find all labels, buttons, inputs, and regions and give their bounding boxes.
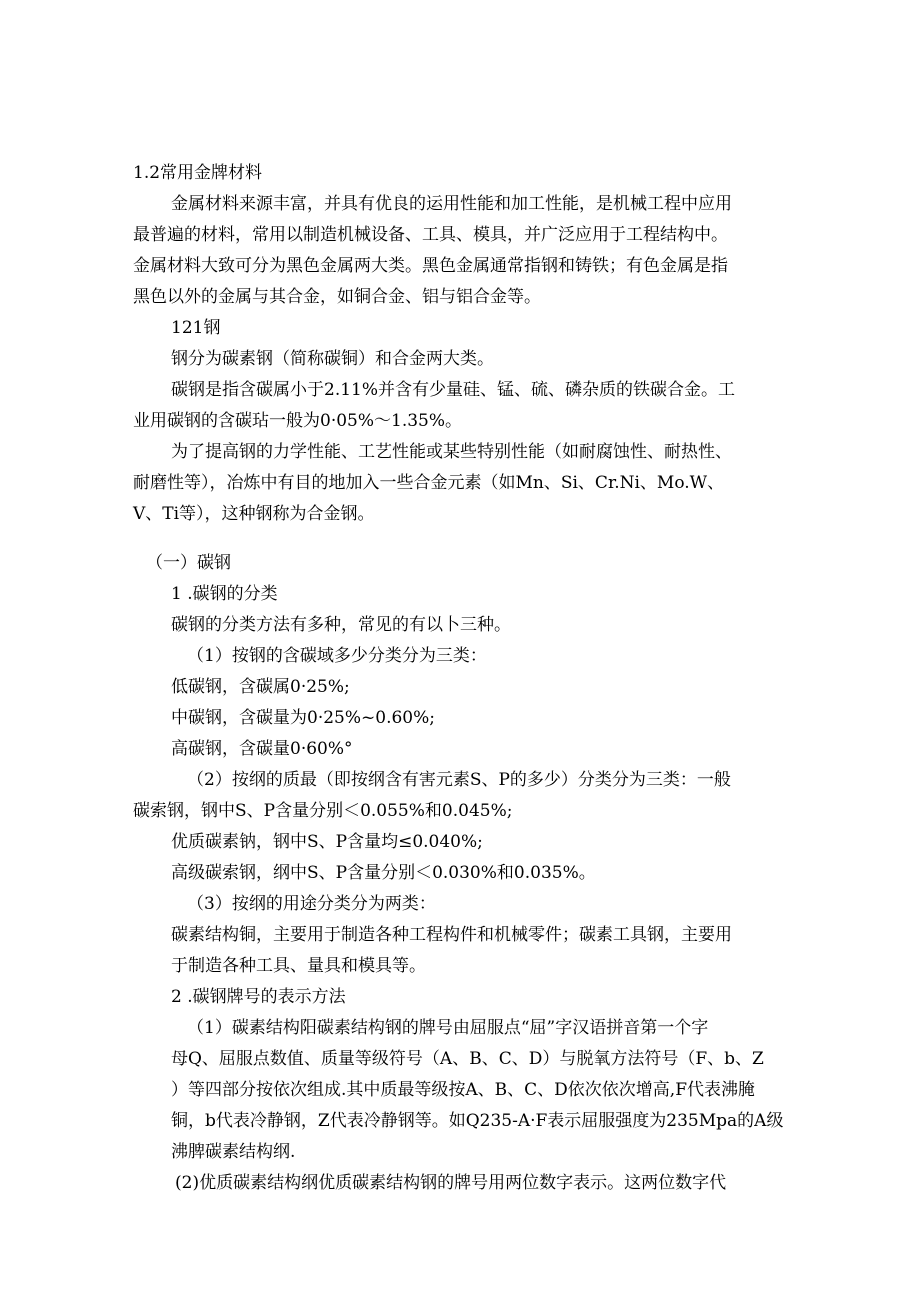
list-item: 高级碳索钢，纲中S、P含量分别＜0.030%和0.035%。 <box>171 863 596 883</box>
subsection-heading: 1 .碳钢的分类 <box>171 584 278 604</box>
paragraph-line: (2)优质碳素结构纲优质碳素结构钢的牌号用两位数字表示。这两位数字代 <box>175 1173 727 1193</box>
paragraph-line: 母Q、屈服点数值、质量等级符号（A、B、C、D）与脱氧方法符号（F、b、Z <box>171 1049 764 1069</box>
paragraph-line: 业用碳钢的含碳玷一般为0·05%～1.35%。 <box>133 411 463 431</box>
paragraph-line: 为了提高钢的力学性能、工艺性能或某些特别性能（如耐腐蚀性、耐热性、 <box>171 442 732 462</box>
list-item: （3）按纲的用途分类分为两类： <box>187 894 436 914</box>
paragraph-line: 金属材料来源丰富，并具有优良的运用性能和加工性能，是机械工程中应用 <box>171 194 732 214</box>
section-heading: （一）碳钢 <box>146 553 231 573</box>
paragraph-line: 铜，b代表冷静钢，Z代表冷静钢等。如Q235-A·F表示屈服强度为235Mpa的A级 <box>171 1111 784 1131</box>
paragraph-line: 碳索钢，钢中S、P含量分别＜0.055%和0.045%; <box>133 801 513 821</box>
paragraph-line: 沸脾碳素结构纲. <box>171 1142 296 1162</box>
section-heading: 1.2常用金牌材料 <box>133 163 263 183</box>
subsection-heading: 2 .碳钢牌号的表示方法 <box>171 987 346 1007</box>
paragraph-line: 于制造各种工具、量具和模具等。 <box>171 956 426 976</box>
paragraph-line: （1）碳素结构阳碳素结构钢的牌号由屈服点“屈”字汉语拼音第一个字 <box>187 1018 709 1038</box>
paragraph-line: 最普遍的材料，常用以制造机械设备、工具、模具，并广泛应用于工程结构中。 <box>133 225 728 245</box>
paragraph-line: 耐磨性等），冶炼中有目的地加入一些合金元素（如Mn、Si、Cr.Ni、Mo.W、 <box>133 473 725 493</box>
paragraph-line: 碳钢是指含碳属小于2.11%并含有少量硅、锰、硫、磷杂质的铁碳合金。工 <box>171 380 736 400</box>
paragraph-line: 碳素结构铜，主要用于制造各种工程构件和机械零件；碳素工具钢，主要用 <box>171 925 732 945</box>
list-item: 高碳钢，含碳量0·60%° <box>171 739 353 759</box>
paragraph-line: （2）按纲的质最（即按纲含有害元素S、P的多少）分类分为三类：一般 <box>187 770 731 790</box>
subsection-heading: 121钢 <box>171 318 221 338</box>
paragraph-line: 金属材料大致可分为黑色金属两大类。黑色金属通常指钢和铸铁；有色金属是指 <box>133 256 728 276</box>
list-item: 中碳钢，含碳量为0·25%~0.60%; <box>171 708 435 728</box>
list-item: 低碳钢，含碳属0·25%; <box>171 677 350 697</box>
paragraph-line: V、Ti等），这种钢称为合金钢。 <box>133 504 375 524</box>
paragraph-line: 碳钢的分类方法有多种，常见的有以卜三种。 <box>171 615 511 635</box>
list-item: 优质碳素钠，钢中S、P含量均≤0.040%; <box>171 832 483 852</box>
list-item: （1）按钢的含碳域多少分类分为三类： <box>187 646 487 666</box>
paragraph-line: ）等四部分按依次组成.其中质最等级按A、B、C、D依次依次增高,F代表沸腌 <box>171 1080 756 1100</box>
paragraph-line: 黑色以外的金属与其合金，如铜合金、铝与铝合金等。 <box>133 287 541 307</box>
paragraph-line: 钢分为碳素钢（简称碳铜）和合金两大类。 <box>171 349 494 369</box>
